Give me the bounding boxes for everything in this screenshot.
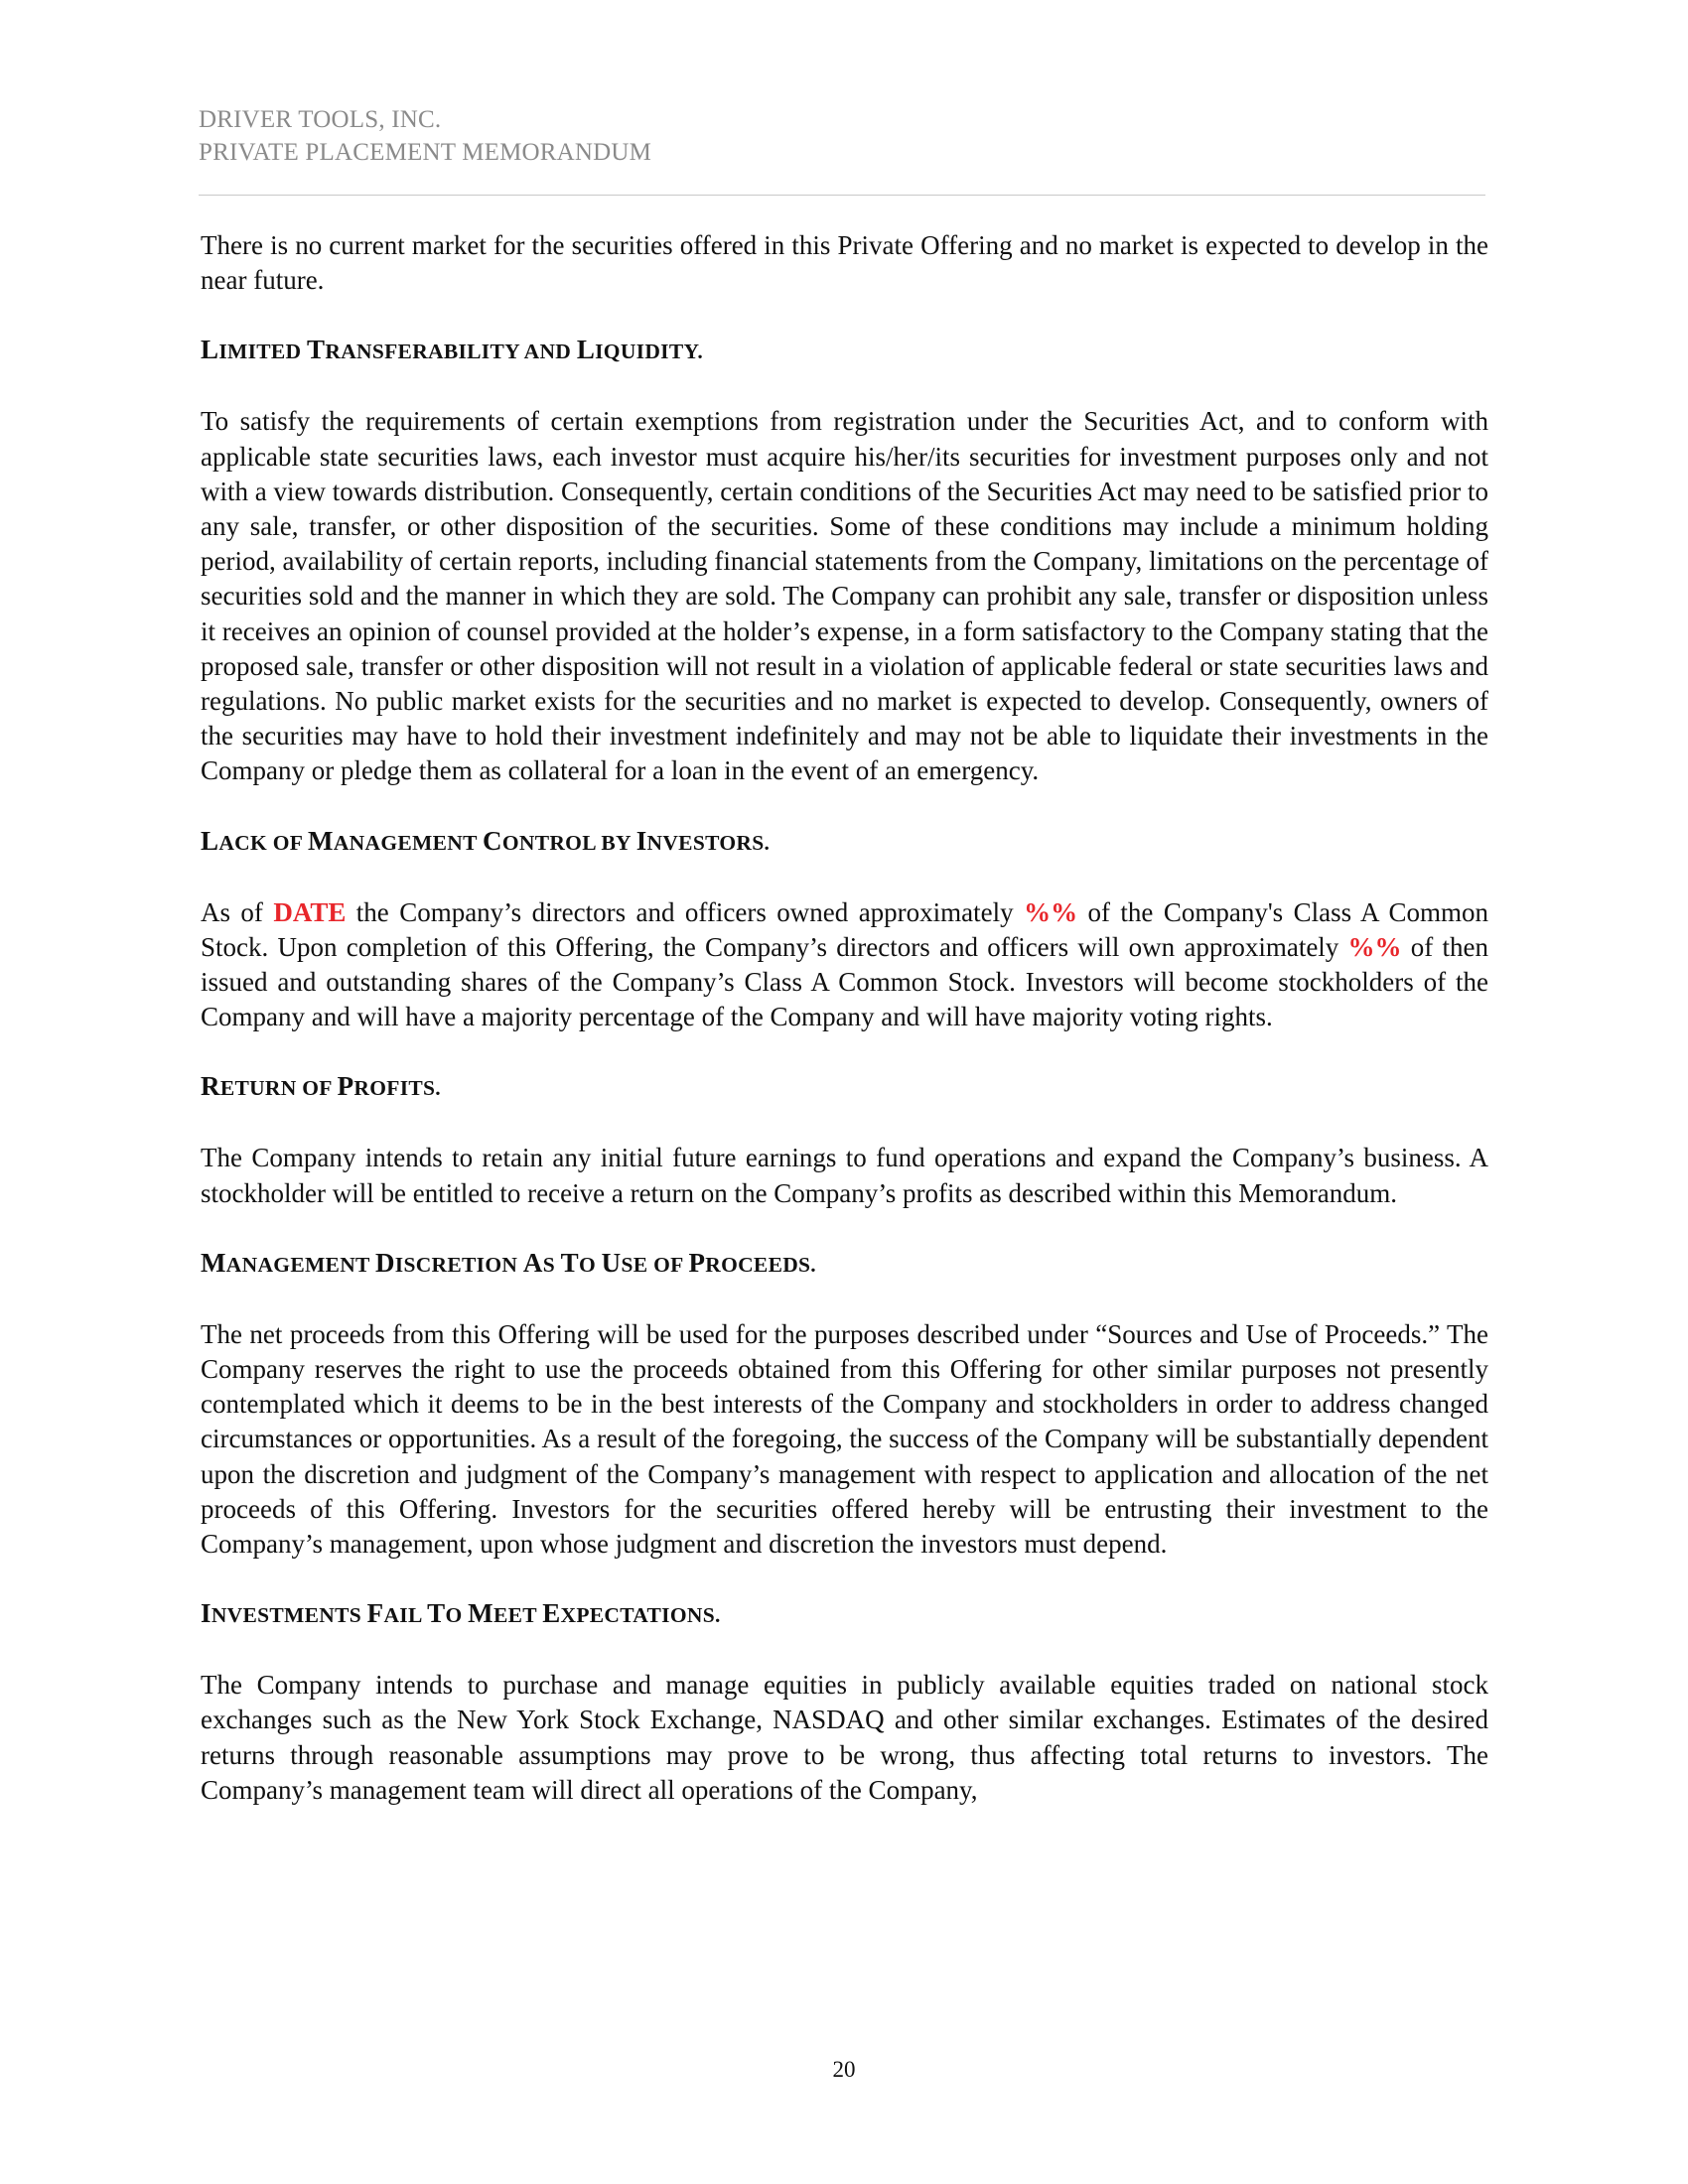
running-header (199, 103, 1489, 169)
section-body-management-control (201, 895, 1488, 1035)
section-heading-transferability: LIMITED TRANSFERABILITY AND LIQUIDITY. (201, 335, 704, 365)
section-body-return-of-profits: The Company intends to retain any initial future earnings to fund operations and expand the Company’s business. A stockholder will be entitled to receive a return on the Company’s profits as described within this Memorandum. (201, 1143, 1488, 1208)
section-body-use-of-proceeds: The net proceeds from this Offering will be used for the purposes described under “Sources and Use of Proceeds.” The Company reserves the right to use the proceeds obtained from this Offering for other similar purposes not presently contemplated which it deems to be in the best interests of the Company and stockholders in order to address changed circumstances or opportunities. As a result of the foregoing, the success of the Company will be substantially dependent upon the discretion and judgment of the Company’s management with respect to application and allocation of the net proceeds of this Offering. Investors for the securities offered hereby will be entrusting their investment to the Company’s management, upon whose judgment and discretion the investors must depend. (201, 1318, 1488, 1560)
page-number: 20 (832, 2057, 856, 2082)
header-document-title: PRIVATE PLACEMENT MEMORANDUM (199, 139, 652, 166)
text-segment: of then issued and outstanding shares of the Company’s Class A Common Stock. Investors will become stockholders of the Company and will have a majority percentage of the Company and will have majority voting rights. (201, 931, 1488, 1032)
text-segment: As of (201, 896, 274, 927)
intro-paragraph: There is no current market for the securities offered in this Private Offering and no market is expected to develop in the near future. (201, 230, 1488, 296)
text-segment: the Company’s directors and officers owned approximately (346, 896, 1025, 927)
section-heading-expectations: INVESTMENTS FAIL TO MEET EXPECTATIONS. (201, 1598, 721, 1629)
page-body (201, 228, 1488, 1808)
placeholder-percentage: %% (1024, 896, 1078, 927)
section-heading-use-of-proceeds: MANAGEMENT DISCRETION AS TO USE OF PROCEEDS. (201, 1247, 816, 1278)
section-body-transferability: To satisfy the requirements of certain exemptions from registration under the Securities Act, and to conform with applicable state securities laws, each investor must acquire his/her/its securities for investment purposes only and not with a view towards distribution. Consequently, certain conditions of the Securities Act may need to be satisfied prior to any sale, transfer, or other disposition of the securities. Some of these conditions may include a minimum holding period, availability of certain reports, including financial statements from the Company, limitations on the percentage of securities sold and the manner in which they are sold. The Company can prohibit any sale, transfer or disposition unless it receives an opinion of counsel provided at the holder’s expense, in a form satisfactory to the Company stating that the proposed sale, transfer or other disposition will not result in a violation of applicable federal or state securities laws and regulations. No public market exists for the securities and no market is expected to develop. Consequently, owners of the securities may have to hold their investment indefinitely and may not be able to liquidate their investments in the Company or pledge them as collateral for a loan in the event of an emergency. (201, 406, 1488, 786)
section-body-expectations: The Company intends to purchase and manage equities in publicly available equities traded on national stock exchanges such as the New York Stock Exchange, NASDAQ and other similar exchanges. Estimates of the desired returns through reasonable assumptions may prove to be wrong, thus affecting total returns to investors. The Company’s management team will direct all operations of the Company, (201, 1670, 1488, 1805)
section-heading-return-of-profits: RETURN OF PROFITS. (201, 1071, 441, 1102)
section-heading-management-control: LACK OF MANAGEMENT CONTROL BY INVESTORS. (201, 825, 771, 856)
header-company-name: DRIVER TOOLS, INC. (199, 106, 442, 133)
placeholder-percentage: %% (1347, 931, 1402, 962)
header-divider (199, 195, 1485, 196)
text-segment: of the Company's Class A Common Stock. Upon completion of this Offering, the Company’s directors and officers will own approximately (201, 896, 1488, 962)
placeholder-date: DATE (273, 896, 347, 927)
